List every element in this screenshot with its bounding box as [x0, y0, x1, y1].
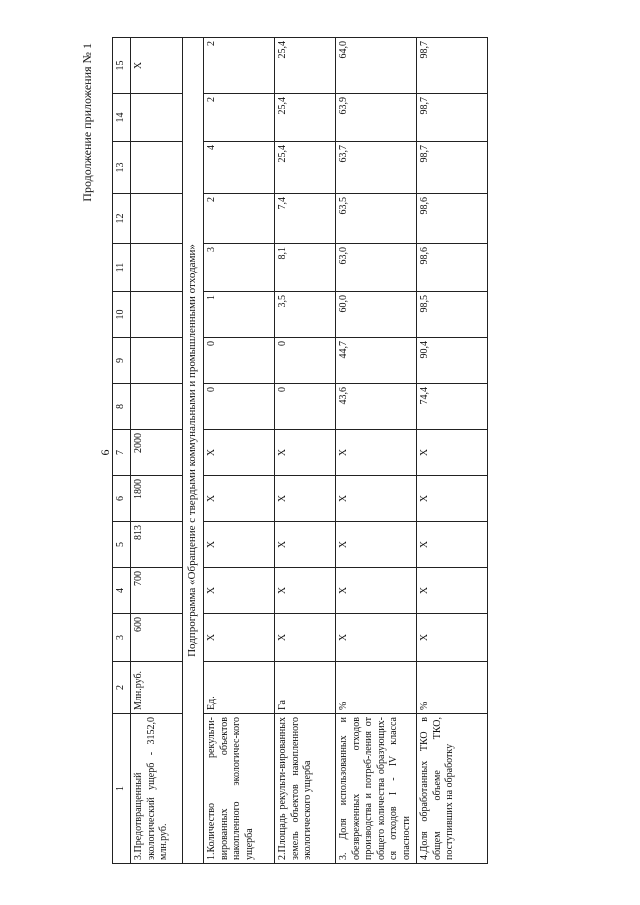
value-cell: 0: [204, 384, 275, 430]
header-cell: 2: [113, 662, 131, 714]
value-cell: 2: [204, 94, 275, 142]
value-cell: X: [204, 568, 275, 614]
table-row: [131, 38, 183, 864]
value-cell: [131, 338, 183, 384]
indicator-name: 2.Площадь рекульти-вированных земель объектов накопленного экологического ущерба: [275, 714, 336, 864]
value-cell: 1800: [131, 476, 183, 522]
header-cell: 7: [113, 430, 131, 476]
header-cell: 4: [113, 568, 131, 614]
header-cell: 6: [113, 476, 131, 522]
value-cell: 90,4: [417, 338, 488, 384]
indicator-name: 3.Предотвращенный экологический ущерб - 3152,0 млн.руб.: [131, 714, 183, 864]
value-cell: 44,7: [336, 338, 417, 384]
value-cell: 63,0: [336, 244, 417, 292]
continuation-label: Продолжение приложения № 1: [80, 43, 94, 202]
value-cell: 98,5: [417, 292, 488, 338]
header-cell: 1: [113, 714, 131, 864]
indicators-table: [112, 37, 488, 864]
header-cell: 5: [113, 522, 131, 568]
value-cell: X: [336, 430, 417, 476]
value-cell: X: [336, 522, 417, 568]
header-cell: 12: [113, 194, 131, 244]
value-cell: [131, 94, 183, 142]
value-cell: 63,7: [336, 142, 417, 194]
indicator-unit: Млн.руб.: [131, 662, 183, 714]
value-cell: [131, 384, 183, 430]
value-cell: [131, 194, 183, 244]
value-cell: X: [336, 614, 417, 662]
header-cell: 15: [113, 38, 131, 94]
value-cell: X: [131, 38, 183, 94]
indicator-name: 3. Доля использованных и обезвреженных отходов производства и потреб-ления от общего количества образующих-ся отходов I - IV класса опасности: [336, 714, 417, 864]
value-cell: [131, 292, 183, 338]
value-cell: 98,7: [417, 38, 488, 94]
value-cell: [131, 142, 183, 194]
indicator-name: 1.Количество рекульти-вированных объектов накопленного экологичес-кого ущерба: [204, 714, 275, 864]
value-cell: 25,4: [275, 94, 336, 142]
value-cell: 8,1: [275, 244, 336, 292]
value-cell: 63,5: [336, 194, 417, 244]
header-cell: 3: [113, 614, 131, 662]
header-cell: 13: [113, 142, 131, 194]
value-cell: [131, 244, 183, 292]
value-cell: X: [417, 568, 488, 614]
value-cell: X: [336, 568, 417, 614]
value-cell: 64,0: [336, 38, 417, 94]
value-cell: 2000: [131, 430, 183, 476]
indicator-unit: %: [336, 662, 417, 714]
indicator-unit: %: [417, 662, 488, 714]
value-cell: 3: [204, 244, 275, 292]
header-cell: 10: [113, 292, 131, 338]
table-row: [417, 38, 488, 864]
value-cell: 600: [131, 614, 183, 662]
value-cell: 60,0: [336, 292, 417, 338]
table-row: [204, 38, 275, 864]
header-row: [113, 38, 131, 864]
value-cell: X: [417, 476, 488, 522]
value-cell: X: [275, 614, 336, 662]
value-cell: 2: [204, 194, 275, 244]
page-number: 6: [98, 449, 112, 456]
table-row: [336, 38, 417, 864]
value-cell: 0: [204, 338, 275, 384]
header-cell: 11: [113, 244, 131, 292]
indicator-name: 4.Доля обработанных ТКО в общем объеме ТКО, поступивших на обработку: [417, 714, 488, 864]
value-cell: 98,7: [417, 142, 488, 194]
value-cell: X: [204, 476, 275, 522]
indicator-unit: Га: [275, 662, 336, 714]
value-cell: 2: [204, 38, 275, 94]
value-cell: 0: [275, 384, 336, 430]
value-cell: X: [417, 522, 488, 568]
value-cell: X: [336, 476, 417, 522]
value-cell: X: [417, 430, 488, 476]
value-cell: X: [417, 614, 488, 662]
value-cell: X: [204, 522, 275, 568]
value-cell: 813: [131, 522, 183, 568]
header-cell: 9: [113, 338, 131, 384]
value-cell: X: [275, 568, 336, 614]
value-cell: X: [204, 614, 275, 662]
value-cell: 3,5: [275, 292, 336, 338]
value-cell: 43,6: [336, 384, 417, 430]
subprogram-row: [183, 38, 204, 864]
value-cell: X: [204, 430, 275, 476]
value-cell: X: [275, 476, 336, 522]
value-cell: X: [275, 522, 336, 568]
header-cell: 14: [113, 94, 131, 142]
subprogram-title: Подпрограмма «Обращение с твердыми коммунальными и промышленными отходами»: [183, 38, 204, 864]
value-cell: 25,4: [275, 142, 336, 194]
value-cell: 1: [204, 292, 275, 338]
value-cell: 63,9: [336, 94, 417, 142]
value-cell: 4: [204, 142, 275, 194]
header-cell: 8: [113, 384, 131, 430]
value-cell: 7,4: [275, 194, 336, 244]
value-cell: 98,6: [417, 244, 488, 292]
indicator-unit: Ед.: [204, 662, 275, 714]
value-cell: 98,7: [417, 94, 488, 142]
value-cell: 98,6: [417, 194, 488, 244]
table-row: [275, 38, 336, 864]
value-cell: 700: [131, 568, 183, 614]
value-cell: 74,4: [417, 384, 488, 430]
value-cell: X: [275, 430, 336, 476]
value-cell: 0: [275, 338, 336, 384]
value-cell: 25,4: [275, 38, 336, 94]
